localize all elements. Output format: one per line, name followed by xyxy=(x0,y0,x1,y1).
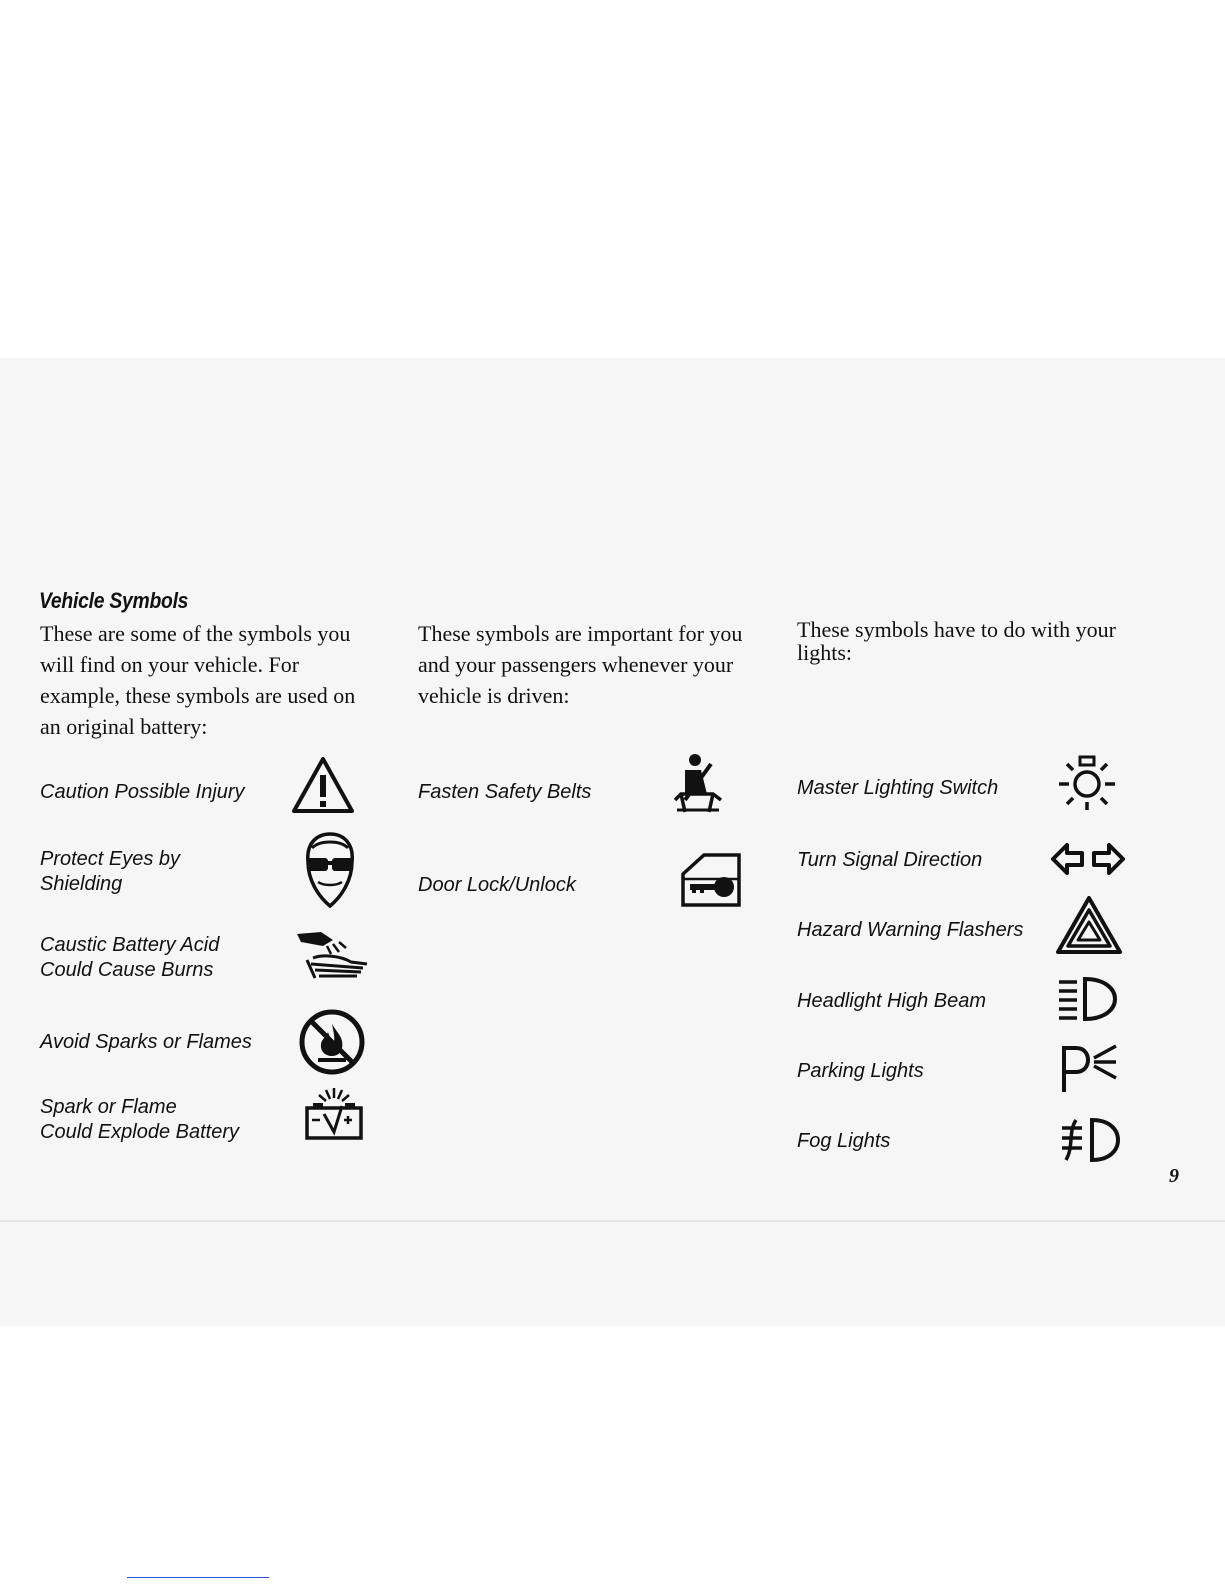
section-heading: Vehicle Symbols xyxy=(39,588,189,613)
bottom-link-underline xyxy=(127,1577,269,1578)
intro-battery-text: These are some of the symbols you will find on your vehicle. For example, these symbols are used on an original battery: xyxy=(40,621,356,739)
hazard-triangle-icon xyxy=(1055,895,1123,955)
eye-protection-icon xyxy=(298,830,362,910)
page-number: 9 xyxy=(1169,1165,1179,1187)
symbol-label-fog: Fog Lights xyxy=(797,1130,891,1152)
symbol-label-turn-signal: Turn Signal Direction xyxy=(797,849,983,871)
bottom-rule xyxy=(0,1220,1225,1222)
symbol-label-caustic-acid: Caustic Battery Acid Could Cause Burns xyxy=(40,934,220,981)
no-flames-icon xyxy=(298,1008,366,1076)
symbol-label-high-beam: Headlight High Beam xyxy=(797,990,986,1012)
master-lighting-icon xyxy=(1055,754,1119,812)
caution-triangle-icon xyxy=(290,755,356,815)
symbol-label-protect-eyes: Protect Eyes by Shielding xyxy=(40,848,181,895)
symbol-label-seat-belts: Fasten Safety Belts xyxy=(418,781,592,803)
symbol-label-spark-explode: Spark or Flame Could Explode Battery xyxy=(40,1096,240,1143)
symbol-label-hazard: Hazard Warning Flashers xyxy=(797,919,1024,941)
page-band xyxy=(0,358,1225,1326)
symbol-label-master-lighting: Master Lighting Switch xyxy=(797,777,999,799)
symbol-label-parking: Parking Lights xyxy=(797,1060,924,1082)
symbol-label-door-lock: Door Lock/Unlock xyxy=(418,874,576,896)
parking-lights-icon xyxy=(1060,1042,1120,1094)
symbol-label-avoid-sparks: Avoid Sparks or Flames xyxy=(40,1031,252,1053)
turn-signal-icon xyxy=(1050,842,1126,876)
battery-explosion-icon xyxy=(304,1086,364,1142)
intro-lights-text: These symbols have to do with your lights: xyxy=(797,617,1116,665)
high-beam-icon xyxy=(1055,976,1121,1022)
symbol-label-caution: Caution Possible Injury xyxy=(40,781,245,803)
door-lock-icon xyxy=(680,852,742,908)
intro-passengers-text: These symbols are important for you and your passengers whenever your vehicle is driven: xyxy=(418,621,743,708)
fog-lights-icon xyxy=(1058,1116,1122,1164)
acid-burn-icon xyxy=(293,928,371,982)
seat-belt-icon xyxy=(671,752,727,818)
